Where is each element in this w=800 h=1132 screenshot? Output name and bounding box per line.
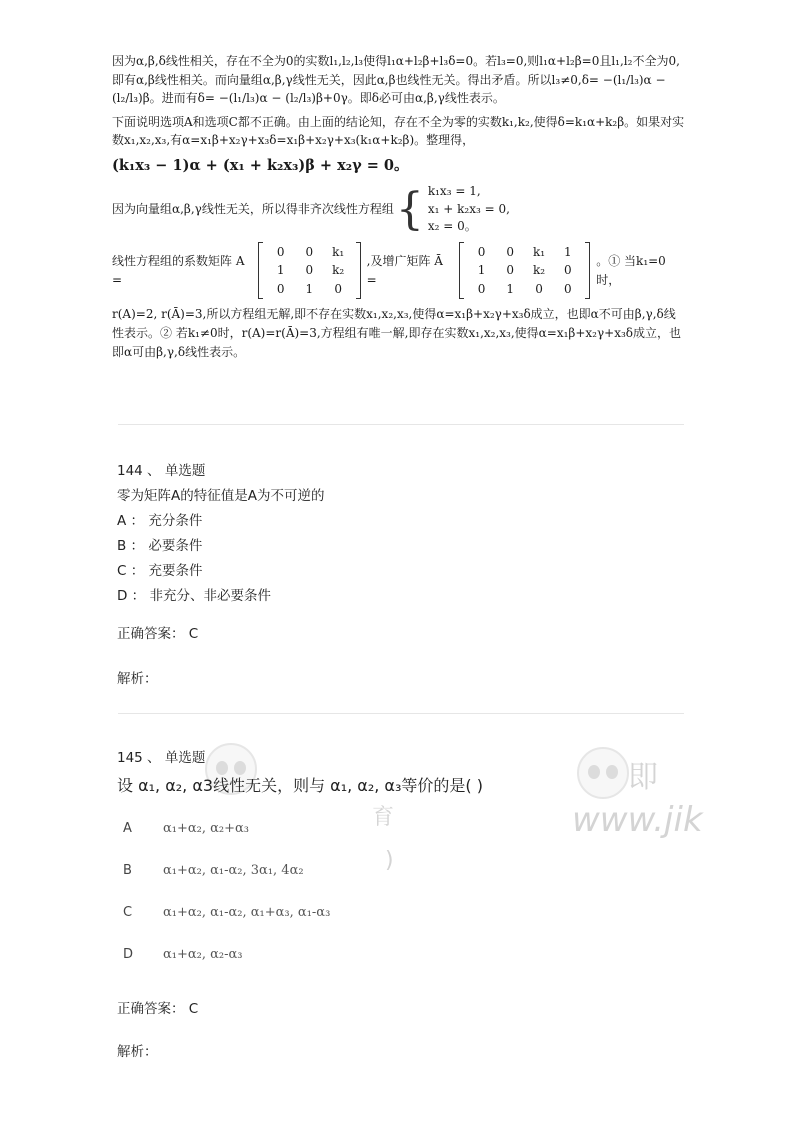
watermark-brand: 即 [628, 760, 658, 795]
option-a [117, 807, 687, 849]
matrix-cell: 0 [477, 244, 486, 259]
option-b [117, 849, 687, 891]
solution-paragraph-2: 下面说明选项A和选项C都不正确。由上面的结论知，存在不全为零的实数k₁,k₂,使得δ=k₁α+k₂β。如果对实数x₁,x₂,x₃,有α=x₁β+x₂γ+x₃δ=x₁β+x₂γ+x₃(k₁α+k₂β)。整理得， [112, 114, 685, 148]
matrix-cell: 0 [276, 244, 285, 259]
augmented-matrix-label: ,及增广矩阵 Ā = [366, 253, 443, 287]
equation: k₁x₃ = 1, [427, 184, 481, 199]
option-c [117, 891, 687, 933]
matrix-cell: 1 [477, 263, 486, 278]
option-text: α₁+α₂, α₂+α₃ [163, 820, 250, 836]
watermark-fragment: 育 [372, 805, 395, 830]
correct-answer: 正确答案： C [117, 1001, 199, 1017]
case-one-label: 。① 当k₁=0时， [596, 253, 666, 287]
matrix-cell: 0 [334, 281, 342, 296]
divider [118, 424, 684, 425]
matrix-cell: 0 [305, 244, 314, 259]
question-stem: 零为矩阵A的特征值是A为不可逆的 [117, 488, 325, 504]
matrix-cell: 1 [305, 281, 314, 296]
option-text: α₁+α₂, α₁-α₂, 3α₁, 4α₂ [163, 862, 304, 878]
solution-paragraph-5: r(A)=2, r(Ā)=3,所以方程组无解,即不存在实数x₁,x₂,x₃,使得α=x₁β+x₂γ+x₃δ成立，也即α不可由β,γ,δ线性表示。② 若k₁≠0时，r(A)=r(Ā)=3,方程组有唯一解,即存在实数x₁,x₂,x₃,使得α=x₁β+x₂γ+x₃δ成立，也即α可由β,γ,δ线性表示。 [112, 307, 682, 359]
matrix-cell: k₁ [532, 244, 546, 259]
matrix-cell: 0 [506, 263, 515, 278]
equation: x₁ + k₂x₃ = 0, [427, 201, 510, 216]
equation-system [428, 183, 510, 235]
option-letter: D [123, 946, 134, 962]
matrix-cell: 0 [276, 281, 285, 296]
left-brace-icon: { [395, 183, 424, 235]
option-letter: B [123, 862, 132, 878]
option-b: B ： 必要条件 [117, 538, 203, 554]
matrix-cell: 0 [305, 263, 314, 278]
divider [118, 713, 684, 714]
matrix-cell: 1 [564, 244, 572, 259]
question-stem: 设 α₁, α₂, α3线性无关，则与 α₁, α₂, α₃等价的是( ) [117, 776, 483, 795]
coefficient-matrix [258, 242, 360, 300]
option-text: α₁+α₂, α₂-α₃ [163, 946, 243, 962]
question-header: 145 、 单选题 [117, 750, 206, 766]
option-letter: C [123, 904, 133, 920]
option-text: α₁+α₂, α₁-α₂, α₁+α₃, α₁-α₃ [163, 904, 331, 920]
matrix-cell: 0 [564, 263, 572, 278]
option-d [117, 933, 687, 975]
solution-paragraph-3: 因为向量组α,β,γ线性无关，所以得非齐次线性方程组 [112, 202, 394, 217]
matrix-row [112, 242, 686, 300]
watermark-paren: ) [385, 848, 394, 873]
option-c: C ： 充要条件 [117, 563, 203, 579]
matrix-cell: 0 [564, 281, 572, 296]
correct-answer: 正确答案： C [117, 626, 199, 642]
matrix-cell: k₁ [332, 244, 345, 259]
analysis-label: 解析： [117, 671, 158, 687]
matrix-cell: 1 [506, 281, 515, 296]
augmented-matrix [459, 242, 590, 300]
question-145 [117, 746, 687, 1065]
option-d: D ： 非充分、非必要条件 [117, 588, 271, 604]
coefficient-matrix-label: 线性方程组的系数矩阵 A = [112, 253, 245, 287]
option-a: A ： 充分条件 [117, 513, 203, 529]
matrix-cell: 0 [506, 244, 515, 259]
question-header: 144 、 单选题 [117, 463, 206, 479]
solution-formula: (k₁x₃ − 1)α + (x₁ + k₂x₃)β + x₂γ = 0。 [112, 156, 409, 174]
scanned-solution-image [112, 52, 686, 408]
watermark-url: www.jik [572, 800, 703, 840]
matrix-cell: 1 [276, 263, 285, 278]
matrix-cell: 0 [477, 281, 486, 296]
analysis-label: 解析： [117, 1044, 158, 1060]
matrix-cell: k₂ [332, 263, 345, 278]
equation: x₂ = 0。 [427, 219, 477, 234]
option-letter: A [123, 820, 132, 836]
matrix-cell: 0 [535, 281, 543, 296]
equation-system-row [112, 183, 686, 235]
options-list [117, 807, 687, 975]
question-144 [117, 459, 687, 692]
solution-paragraph-1: 因为α,β,δ线性相关，存在不全为0的实数l₁,l₂,l₃使得l₁α+l₂β+l₃δ=0。若l₃=0,则l₁α+l₂β=0且l₁,l₂不全为0,即有α,β线性相关。而向量组α,β,γ线性无关，因此α,β也线性无关。得出矛盾。所以l₃≠0,δ= −(l₁/l₃)α − (l₂/l₃)β。进而有δ= −(l₁/l₃)α − (l₂/l₃)β+0γ。即δ必可由α,β,γ线性表示。 [112, 54, 680, 106]
matrix-cell: k₂ [532, 263, 546, 278]
